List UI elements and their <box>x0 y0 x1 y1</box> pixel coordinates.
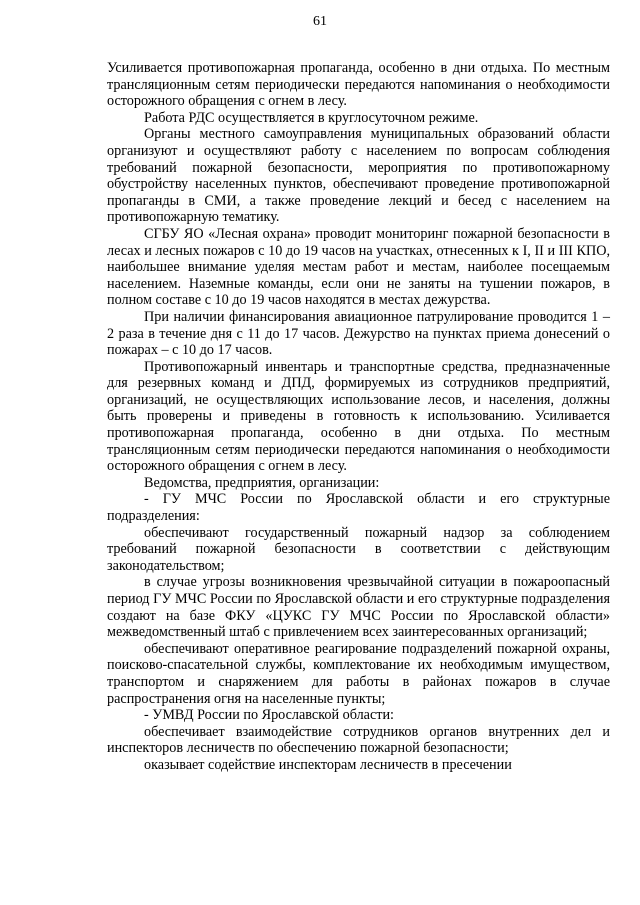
paragraph: Органы местного самоуправления муниципальных образований области организуют и осуществляют работу с населением по вопросам соблюдения требований пожарной безопасности, мероприятия по противопожарному обустройству населенных пунктов, обеспечивают проведение противопожарной пропаганды в СМИ, а также проведение лекций и бесед с населением на противопожарную тематику. <box>107 126 610 226</box>
page-number: 61 <box>313 14 327 29</box>
paragraph: При наличии финансирования авиационное патрулирование проводится 1 – 2 раза в течение дня с 11 до 17 часов. Дежурство на пунктах приема донесений о пожарах – с 10 до 17 часов. <box>107 308 610 359</box>
paragraph: СГБУ ЯО «Лесная охрана» проводит мониторинг пожарной безопасности в лесах и лесных пожаров с 10 до 19 часов на участках, отнесенных к I, II и III КПО, наибольшее внимание уделяя местам работ и местам, наиболее посещаемым населением. Наземные команды, если они не заняты на тушении пожаров, в полном составе с 10 до 19 часов находятся в местах дежурства. <box>107 225 610 309</box>
paragraph: Ведомства, предприятия, организации: <box>144 474 380 491</box>
paragraph: Противопожарный инвентарь и транспортные средства, предназначенные для резервных команд и ДПД, формируемых из сотрудников предприятий, организаций, не осуществляющих использование лесов, и населения, должны быть проверены и приведены в готовность к использованию. Усиливается противопожарная пропаганда, особенно в дни отдыха. По местным трансляционным сетям периодически передаются напоминания о необходимости осторожного обращения с огнем в лесу. <box>107 358 610 475</box>
paragraph: Усиливается противопожарная пропаганда, особенно в дни отдыха. По местным трансляционным сетям периодически передаются напоминания о необходимости осторожного обращения с огнем в лесу. <box>107 60 610 110</box>
paragraph: обеспечивает взаимодействие сотрудников органов внутренних дел и инспекторов лесничеств по обеспечению пожарной безопасности; <box>107 723 610 757</box>
paragraph: - УМВД России по Ярославской области: <box>144 707 394 724</box>
paragraph: - ГУ МЧС России по Ярославской области и его структурные подразделения: <box>107 491 610 525</box>
paragraph: оказывает содействие инспекторам лесничеств в пресечении <box>144 756 512 773</box>
paragraph: в случае угрозы возникновения чрезвычайной ситуации в пожароопасный период ГУ МЧС России по Ярославской области и его структурные подразделения создают на базе ФКУ «ЦУКС ГУ МЧС России по Ярославской области» межведомственный штаб с привлечением всех заинтересованных организаций; <box>107 574 610 641</box>
paragraph: обеспечивают оперативное реагирование подразделений пожарной охраны, поисково-спасательной службы, комплектование их необходимым имуществом, транспортом и снаряжением для работы в районах пожаров в случае распространения огня на населенные пункты; <box>107 640 610 707</box>
document-body <box>107 60 610 774</box>
paragraph: обеспечивают государственный пожарный надзор за соблюдением требований пожарной безопасности в соответствии с действующим законодательством; <box>107 524 610 574</box>
paragraph: Работа РДС осуществляется в круглосуточном режиме. <box>144 109 479 126</box>
